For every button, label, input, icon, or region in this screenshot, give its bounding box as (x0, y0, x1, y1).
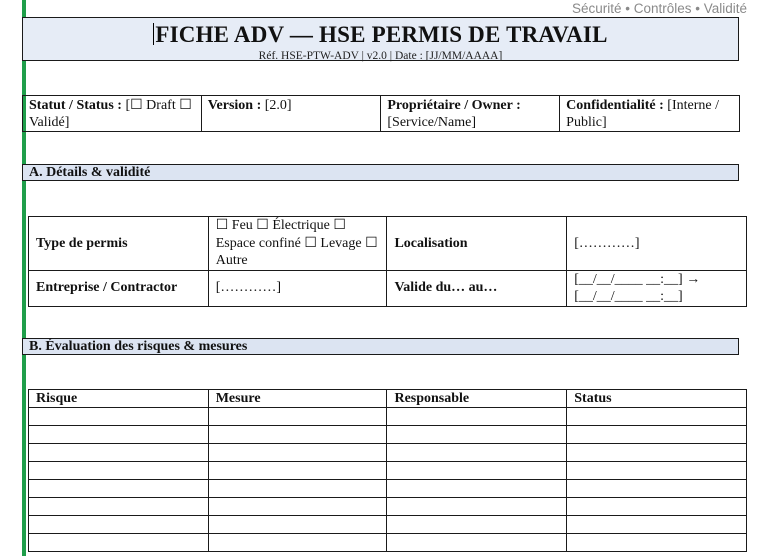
version-value: [2.0] (264, 98, 292, 113)
table-cell[interactable] (567, 516, 747, 534)
risk-table-body (29, 408, 747, 552)
owner-cell[interactable] (381, 96, 560, 132)
table-cell[interactable] (29, 480, 209, 498)
table-row (29, 426, 747, 444)
table-row (29, 462, 747, 480)
owner-value: [Service/Name] (387, 115, 476, 130)
location-label: Localisation (387, 217, 567, 271)
table-cell[interactable] (567, 444, 747, 462)
table-cell[interactable] (29, 516, 209, 534)
column-header: Risque (29, 390, 209, 408)
table-row (29, 408, 747, 426)
location-value[interactable]: […………] (567, 217, 747, 271)
table-row (29, 534, 747, 552)
table-cell[interactable] (208, 444, 387, 462)
table-cell[interactable] (29, 426, 209, 444)
table-cell[interactable] (29, 408, 209, 426)
table-cell[interactable] (387, 444, 567, 462)
table-cell[interactable] (29, 444, 209, 462)
header-tags: Sécurité • Contrôles • Validité (571, 1, 747, 16)
page-title: FICHE ADV — HSE PERMIS DE TRAVAIL (155, 22, 608, 47)
table-cell[interactable] (387, 534, 567, 552)
table-cell[interactable] (567, 498, 747, 516)
table-cell[interactable] (208, 462, 387, 480)
title-block (22, 17, 739, 61)
column-header: Responsable (387, 390, 567, 408)
table-cell[interactable] (567, 534, 747, 552)
confidentiality-label: Confidentialité : (566, 98, 664, 113)
table-row (29, 480, 747, 498)
table-cell[interactable] (567, 426, 747, 444)
table-cell[interactable] (29, 534, 209, 552)
status-label: Statut / Status : (29, 98, 122, 113)
table-cell[interactable] (387, 498, 567, 516)
permit-type-label: Type de permis (29, 217, 209, 271)
table-cell[interactable] (208, 426, 387, 444)
company-value[interactable]: […………] (208, 270, 387, 306)
validity-value[interactable]: [__/__/____ __:__] → [__/__/____ __:__] (567, 270, 747, 306)
section-b-heading: B. Évaluation des risques & mesures (22, 338, 739, 355)
table-cell[interactable] (387, 480, 567, 498)
confidentiality-value: [Interne / Public] (566, 98, 719, 130)
status-cell[interactable] (23, 96, 202, 132)
table-cell[interactable] (29, 462, 209, 480)
details-table (28, 216, 747, 307)
table-cell[interactable] (387, 462, 567, 480)
column-header: Status (567, 390, 747, 408)
validity-label: Valide du… au… (387, 270, 567, 306)
table-row (29, 498, 747, 516)
table-cell[interactable] (208, 516, 387, 534)
meta-table (22, 95, 740, 132)
owner-label: Propriétaire / Owner : (387, 98, 521, 113)
table-cell[interactable] (567, 408, 747, 426)
permit-type-options[interactable]: ☐ Feu ☐ Électrique ☐ Espace confiné ☐ Levage ☐ Autre (208, 217, 387, 271)
table-cell[interactable] (208, 498, 387, 516)
table-row (29, 444, 747, 462)
table-cell[interactable] (567, 462, 747, 480)
table-cell[interactable] (29, 498, 209, 516)
title-line[interactable] (23, 20, 738, 50)
table-cell[interactable] (387, 426, 567, 444)
table-cell[interactable] (387, 408, 567, 426)
page-subtitle: Réf. HSE-PTW-ADV | v2.0 | Date : [JJ/MM/AAAA] (258, 50, 503, 62)
confidentiality-cell[interactable] (560, 96, 740, 132)
company-label: Entreprise / Contractor (29, 270, 209, 306)
table-cell[interactable] (387, 516, 567, 534)
column-header: Mesure (208, 390, 387, 408)
risk-table (28, 389, 747, 552)
table-row (29, 516, 747, 534)
left-margin-bar (22, 0, 26, 556)
table-cell[interactable] (208, 480, 387, 498)
version-label: Version : (207, 98, 262, 113)
version-cell[interactable] (201, 96, 381, 132)
table-cell[interactable] (208, 408, 387, 426)
table-cell[interactable] (208, 534, 387, 552)
section-a-heading: A. Détails & validité (22, 164, 739, 181)
table-cell[interactable] (567, 480, 747, 498)
status-value: [☐ Draft ☐ Validé] (29, 98, 192, 130)
